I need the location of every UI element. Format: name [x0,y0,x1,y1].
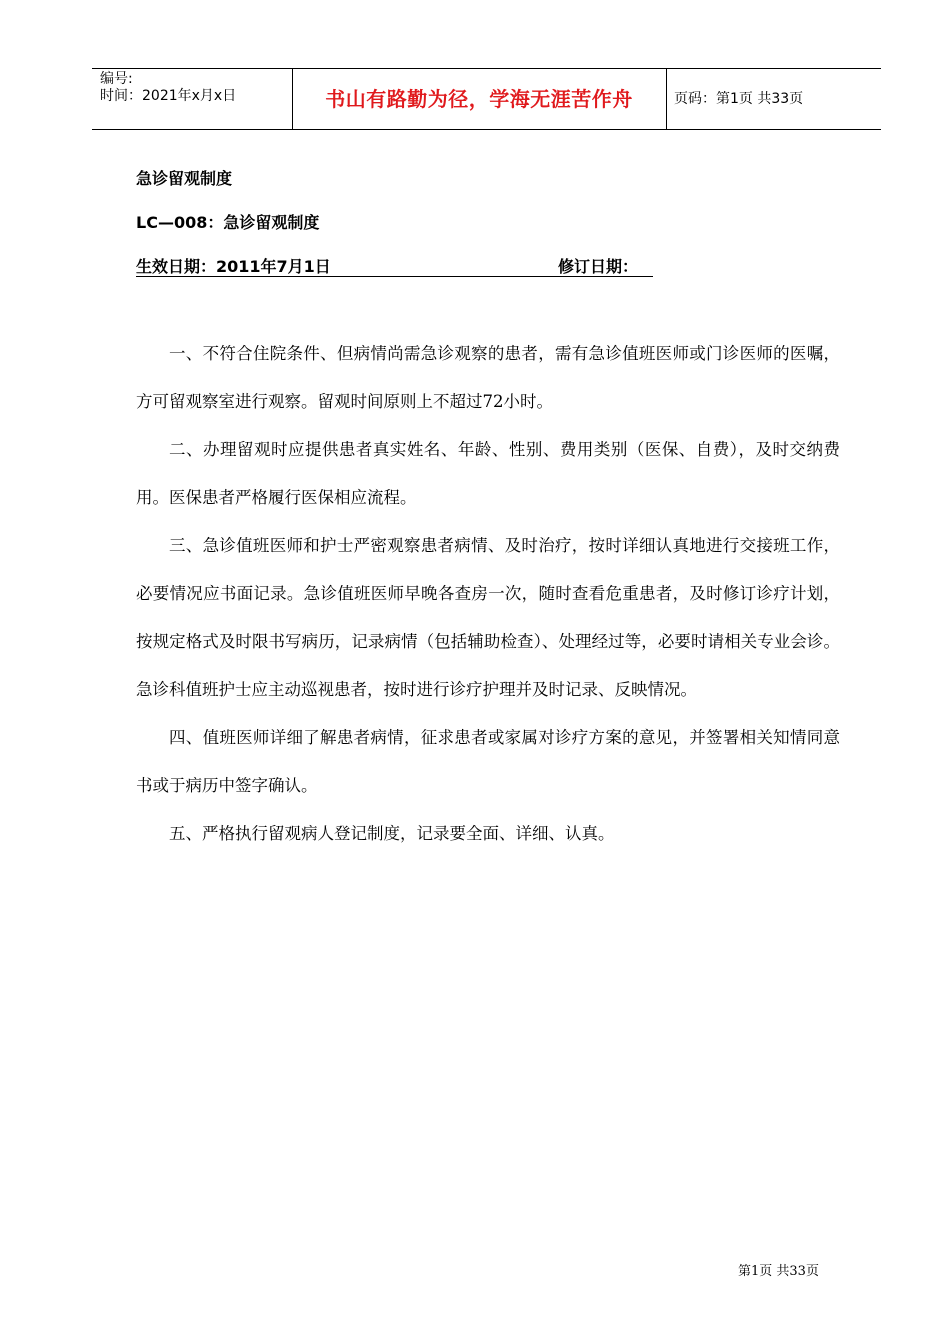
date-line [136,254,653,277]
page-header [92,68,881,130]
header-divider [666,69,667,129]
paragraph: 五、严格执行留观病人登记制度，记录要全面、详细、认真。 [169,824,615,843]
doc-body [136,330,840,858]
doc-code-title: LC—008：急诊留观制度 [136,213,320,232]
effective-date: 生效日期：2011年7月1日 [136,257,331,276]
doc-time-label: 时间：2021年x月x日 [100,88,237,104]
doc-code-label: 编号: [100,71,133,87]
header-page-number: 页码：第1页 共33页 [674,91,804,107]
doc-title: 急诊留观制度 [136,169,233,188]
paragraph: 四、值班医师详细了解患者病情，征求患者或家属对诊疗方案的意见，并签署相关知情同意书或于病历中签字确认。 [136,728,840,795]
header-motto: 书山有路勤为径，学海无涯苦作舟 [325,87,633,111]
paragraph: 一、不符合住院条件、但病情尚需急诊观察的患者，需有急诊值班医师或门诊医师的医嘱，方可留观察室进行观察。留观时间原则上不超过72小时。 [136,344,840,411]
revision-date: 修订日期： [558,257,639,276]
paragraph: 二、办理留观时应提供患者真实姓名、年龄、性别、费用类别（医保、自费），及时交纳费用。医保患者严格履行医保相应流程。 [136,440,840,507]
paragraph: 三、急诊值班医师和护士严密观察患者病情、及时治疗，按时详细认真地进行交接班工作，必要情况应书面记录。急诊值班医师早晚各查房一次，随时查看危重患者，及时修订诊疗计划，按规定格式及时限书写病历，记录病情（包括辅助检查）、处理经过等，必要时请相关专业会诊。急诊科值班护士应主动巡视患者，按时进行诊疗护理并及时记录、反映情况。 [136,536,840,699]
page-footer: 第1页 共33页 [738,1264,819,1279]
header-meta [100,71,290,105]
